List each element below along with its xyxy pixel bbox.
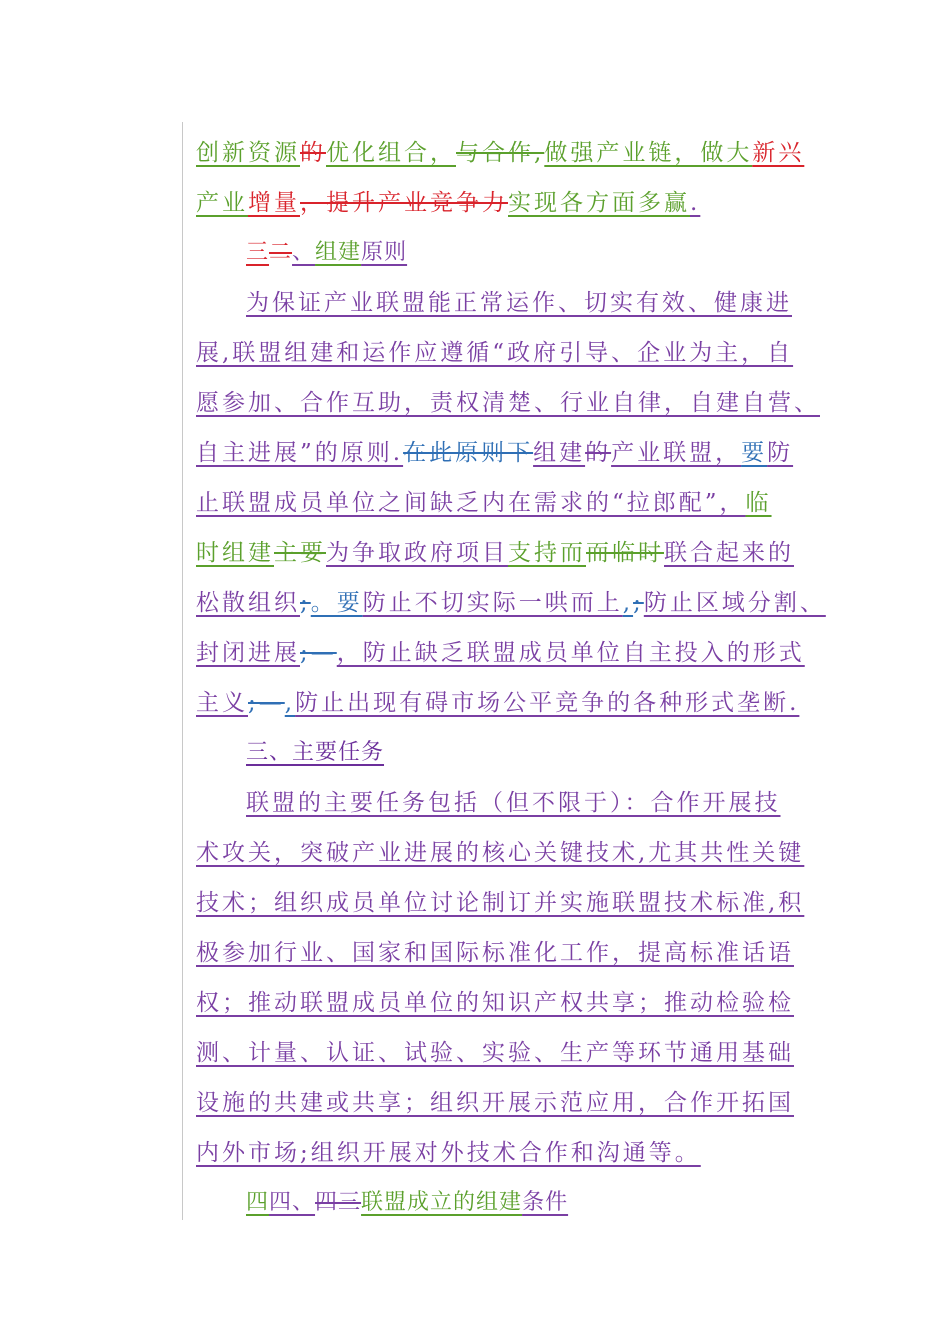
section-heading xyxy=(196,728,836,778)
deleted-text-run: 的 xyxy=(585,440,612,466)
text-run: 自主进展”的原则. xyxy=(196,440,404,466)
deleted-text-run: ;— xyxy=(248,690,285,716)
text-run: 实现各方面多赢 xyxy=(508,190,690,216)
text-run: 做强产业链，做大 xyxy=(544,140,753,166)
text-run: 防止不切实际一哄而上 xyxy=(362,590,623,616)
paragraph-line xyxy=(196,378,836,428)
text-run: 极参加行业、国家和国际标准化工作，提高标准话语 xyxy=(196,940,794,966)
deleted-text-run: ; xyxy=(300,590,311,616)
paragraph-line xyxy=(196,778,836,828)
text-run: 愿参加、合作互助，责权清楚、行业自律，自建自营、 xyxy=(196,390,820,416)
paragraph-line xyxy=(196,828,836,878)
text-run: 松散组织 xyxy=(196,590,300,616)
text-run: 优化组合， xyxy=(326,140,456,166)
paragraph-line xyxy=(196,1078,836,1128)
deleted-text-run: ;— xyxy=(300,640,337,666)
text-run: 四、 xyxy=(269,1190,316,1215)
text-run: 止联盟成员单位之间缺乏内在需求的“拉郎配”， xyxy=(196,490,746,516)
text-run: 时组建 xyxy=(196,540,274,566)
paragraph-line xyxy=(196,1128,836,1178)
text-run: 联盟成立的组建 xyxy=(361,1190,523,1215)
text-run: 原则 xyxy=(361,240,408,265)
text-run: 为争取政府项目 xyxy=(326,540,508,566)
text-run: . xyxy=(690,190,701,216)
text-run: 条件 xyxy=(522,1190,569,1215)
paragraph-line xyxy=(196,128,836,178)
text-run: 、 xyxy=(292,240,316,265)
text-run: 组建 xyxy=(533,440,586,466)
text-run: 防止区域分割、 xyxy=(643,590,826,616)
text-run: 测、计量、认证、试验、实验、生产等环节通用基础 xyxy=(196,1040,794,1066)
deleted-text-run: 与合作, xyxy=(456,140,545,166)
text-run: 封闭进展 xyxy=(196,640,300,666)
paragraph-line xyxy=(196,628,836,678)
text-run: 设施的共建或共享；组织开展示范应用，合作开拓国 xyxy=(196,1090,794,1116)
text-run: 产业联盟， xyxy=(611,440,742,466)
deleted-text-run: ; xyxy=(633,590,644,616)
text-run: 四 xyxy=(246,1190,270,1215)
text-run: 支持而 xyxy=(508,540,586,566)
deleted-text-run: ，提升产业竞争力 xyxy=(300,190,508,216)
text-run: 防止出现有碍市场公平竞争的各种形式垄断. xyxy=(295,690,800,716)
text-run: 展,联盟组建和运作应遵循“政府引导、企业为主，自 xyxy=(196,340,794,366)
text-run: 为保证产业联盟能正常运作、切实有效、健康进 xyxy=(246,290,792,316)
deleted-text-run: 在此原则下 xyxy=(403,440,534,466)
deleted-text-run: 二 xyxy=(269,240,293,265)
paragraph-line xyxy=(196,878,836,928)
document-body xyxy=(196,128,836,1228)
deleted-text-run: 四三 xyxy=(315,1190,362,1215)
text-run: 技术；组织成员单位讨论制订并实施联盟技术标准,积 xyxy=(196,890,805,916)
text-run: 产业 xyxy=(196,190,248,216)
paragraph-line xyxy=(196,478,836,528)
text-run: 要 xyxy=(741,440,768,466)
text-run: 主义 xyxy=(196,690,248,716)
text-run: 三 xyxy=(246,240,270,265)
text-run: 组建 xyxy=(315,240,362,265)
text-run: 联合起来的 xyxy=(664,540,794,566)
text-run: 三、主要任务 xyxy=(246,740,385,765)
deleted-text-run: 主要 xyxy=(274,540,326,566)
text-run: 权；推动联盟成员单位的知识产权共享；推动检验检 xyxy=(196,990,794,1016)
text-run: 。要 xyxy=(310,590,363,616)
paragraph-line xyxy=(196,1028,836,1078)
text-run: 防 xyxy=(767,440,794,466)
paragraph-line xyxy=(196,928,836,978)
text-run: , xyxy=(284,690,296,716)
paragraph-line xyxy=(196,428,836,478)
paragraph-line xyxy=(196,178,836,228)
paragraph-line xyxy=(196,978,836,1028)
change-bar-margin-line xyxy=(182,122,183,1220)
paragraph-line xyxy=(196,678,836,728)
deleted-text-run: 而临时 xyxy=(586,540,664,566)
text-run: 术攻关，突破产业进展的核心关键技术,尤其共性关键 xyxy=(196,840,805,866)
section-heading xyxy=(196,228,836,278)
text-run: 内外市场;组织开展对外技术合作和沟通等。 xyxy=(196,1140,701,1166)
paragraph-line xyxy=(196,328,836,378)
text-run: ，防止缺乏联盟成员单位自主投入的形式 xyxy=(336,640,805,666)
paragraph-line xyxy=(196,528,836,578)
text-run: 新兴 xyxy=(752,140,805,166)
paragraph-line xyxy=(196,278,836,328)
text-run: 临 xyxy=(745,490,772,516)
text-run: 创新资源 xyxy=(196,140,300,166)
text-run: , xyxy=(622,590,634,616)
paragraph-line xyxy=(196,578,836,628)
section-heading xyxy=(196,1178,836,1228)
text-run: 增量 xyxy=(248,190,300,216)
deleted-text-run: 的 xyxy=(300,140,326,166)
text-run: 联盟的主要任务包括（但不限于）：合作开展技 xyxy=(246,790,781,816)
